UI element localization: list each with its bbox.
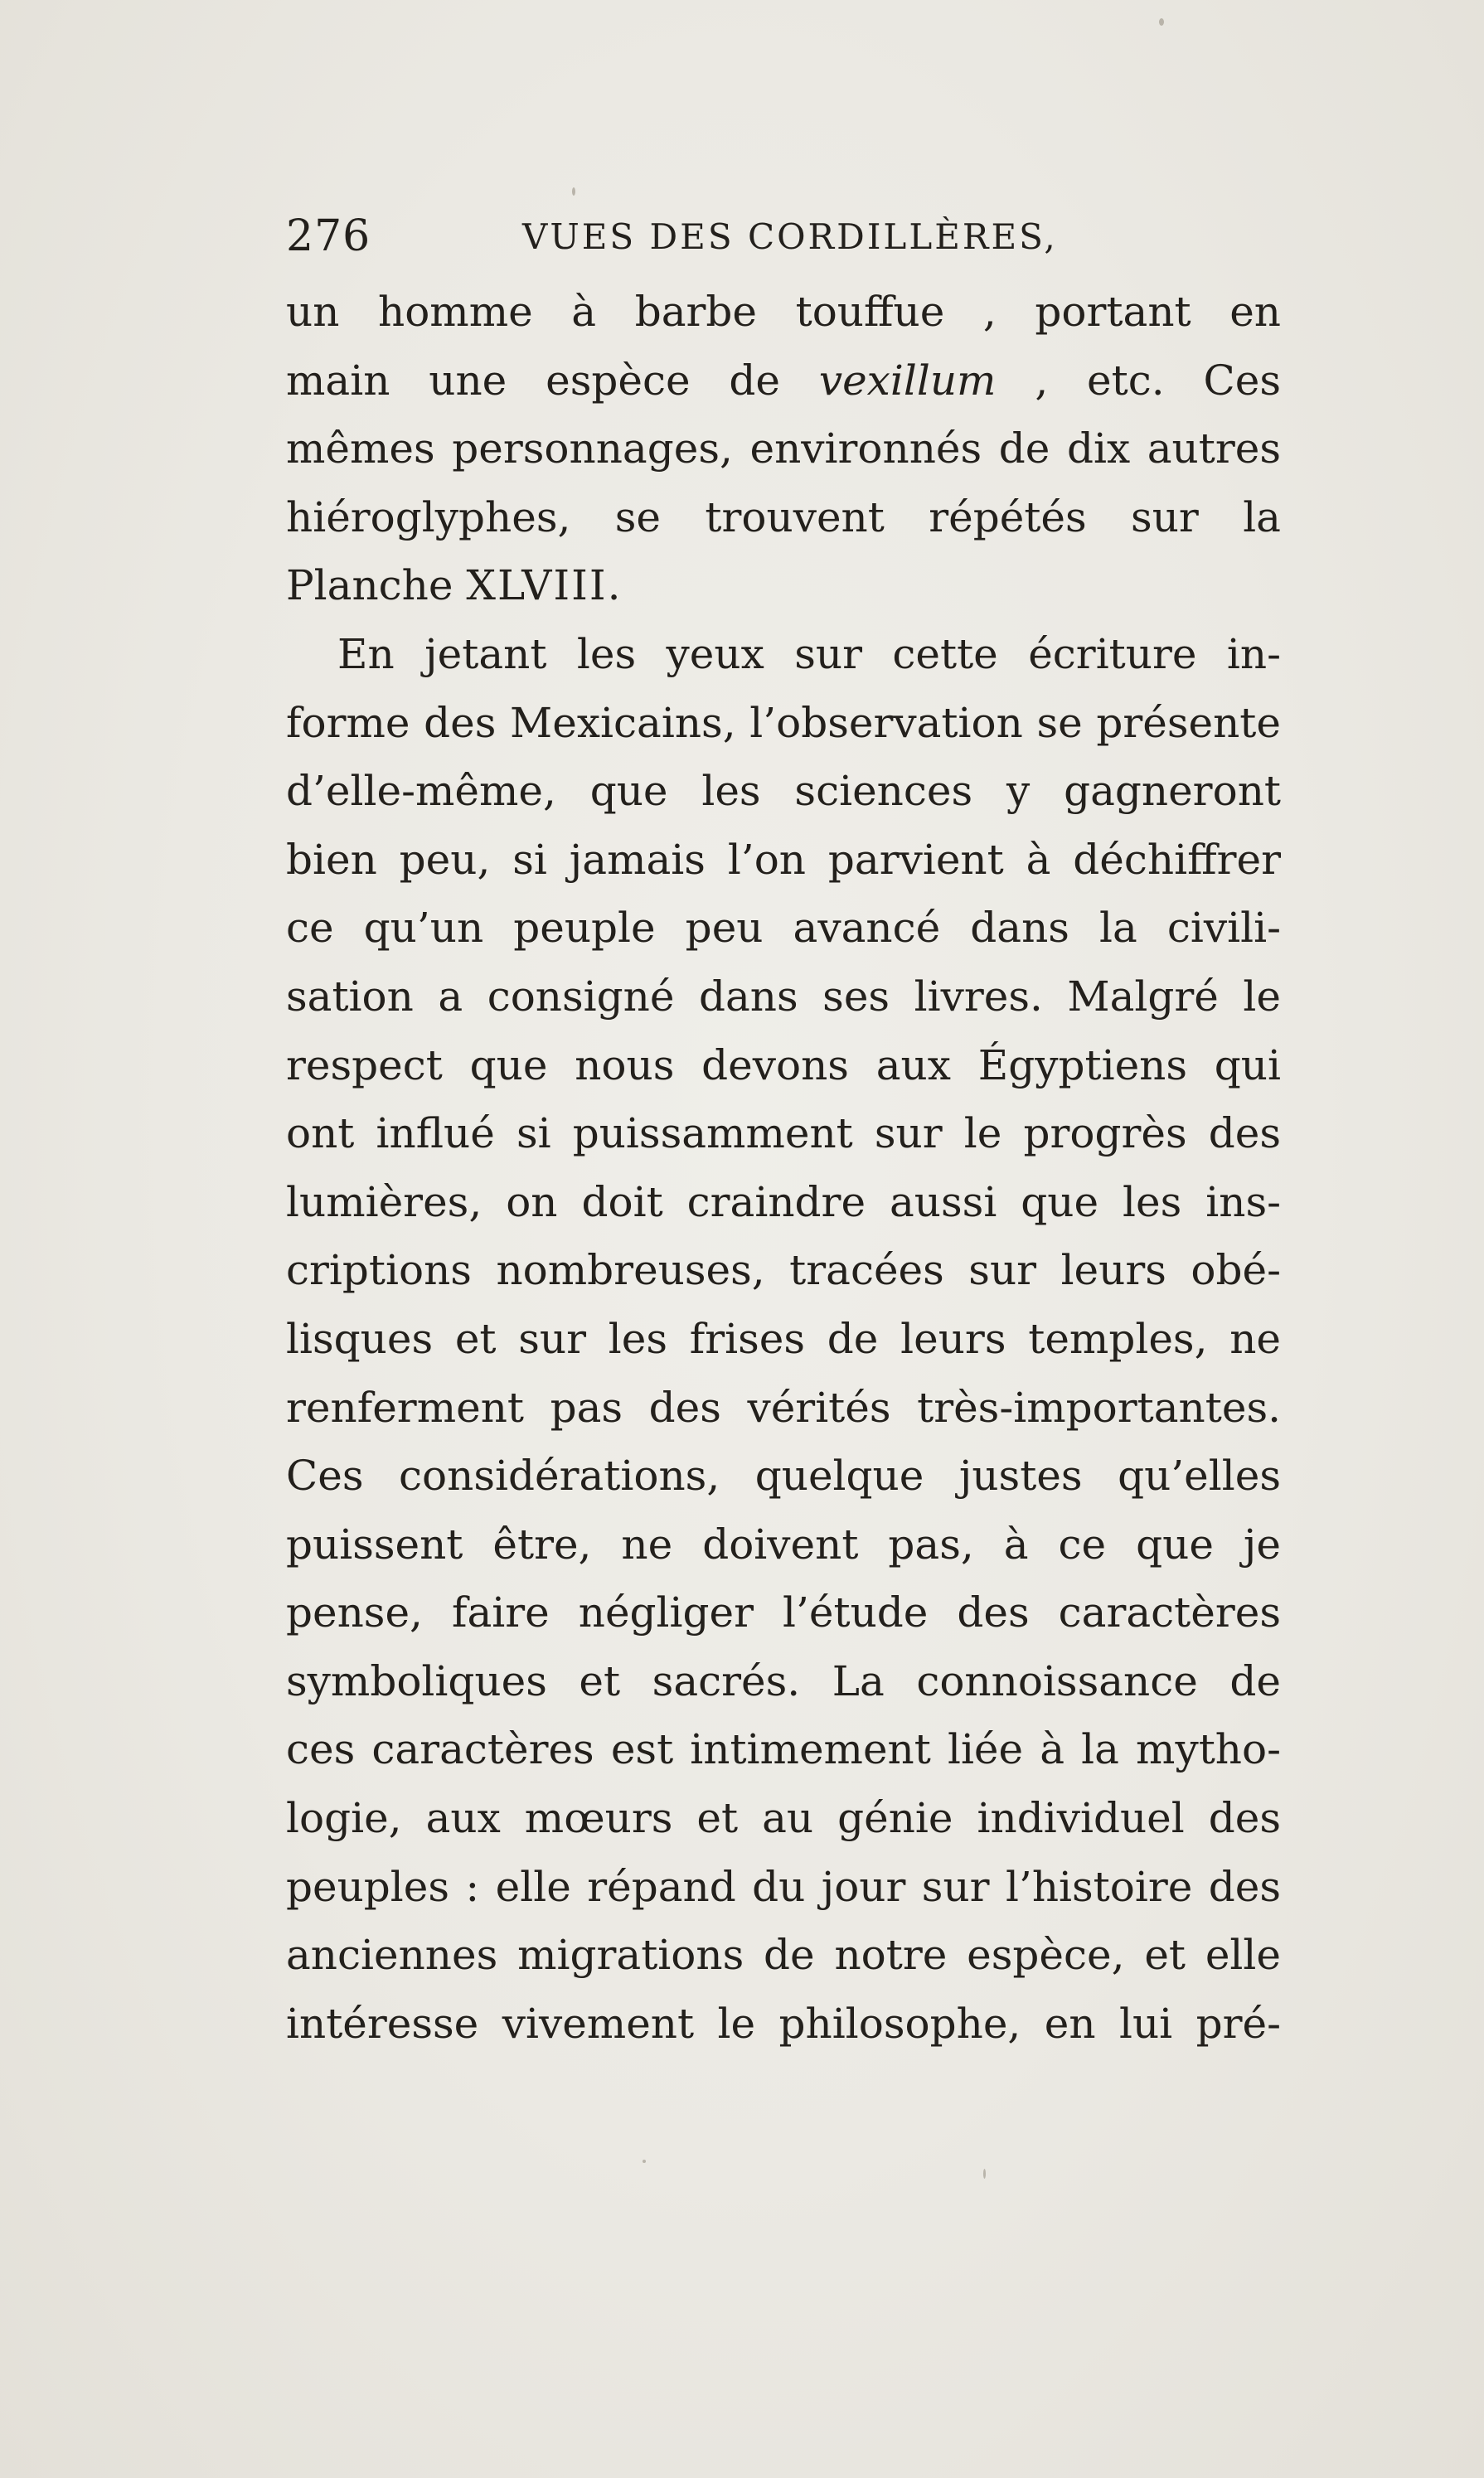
text-line: lisques et sur les frises de leurs temples, ne xyxy=(286,1314,1281,1363)
text-line: sation a consigné dans ses livres. Malgré le xyxy=(286,972,1281,1021)
text-line: peuples : elle répand du jour sur l’histoire des xyxy=(286,1862,1281,1911)
text-line xyxy=(286,551,1281,620)
text-line: Ces considérations, quelque justes qu’elles xyxy=(286,1452,1281,1501)
text-line: anciennes migrations de notre espèce, et elle xyxy=(286,1931,1281,1980)
text-line: forme des Mexicains, l’observation se présente xyxy=(286,698,1281,747)
plate-reference: XLVIII. xyxy=(466,561,623,610)
text-line: symboliques et sacrés. La connoissance de xyxy=(286,1656,1281,1705)
paper-speck xyxy=(572,187,575,196)
text-segment: Planche xyxy=(286,561,467,610)
paper-speck xyxy=(983,2169,986,2179)
italic-term: vexillum xyxy=(818,356,997,405)
running-title: VUES DES CORDILLÈRES, xyxy=(522,216,1058,257)
body-text xyxy=(286,278,1281,2058)
text-line xyxy=(286,347,1281,415)
paper-speck xyxy=(643,2160,646,2163)
text-line: ont influé si puissamment sur le progrès des xyxy=(286,1109,1281,1158)
text-line: En jetant les yeux sur cette écriture in- xyxy=(337,629,1281,678)
text-line: criptions nombreuses, tracées sur leurs obé- xyxy=(286,1246,1281,1295)
text-segment: , etc. Ces xyxy=(996,356,1281,405)
text-line: logie, aux mœurs et au génie individuel des xyxy=(286,1794,1281,1843)
text-line: bien peu, si jamais l’on parvient à déchiffrer xyxy=(286,835,1281,884)
text-segment: main une espèce de xyxy=(286,356,819,405)
text-line: puissent être, ne doivent pas, à ce que je xyxy=(286,1520,1281,1569)
page-number: 276 xyxy=(286,211,371,261)
text-line: hiéroglyphes, se trouvent répétés sur la xyxy=(286,492,1281,541)
text-line: lumières, on doit craindre aussi que les ins- xyxy=(286,1177,1281,1226)
text-line: ce qu’un peuple peu avancé dans la civili- xyxy=(286,904,1281,953)
running-head xyxy=(286,207,1281,265)
paper-speck xyxy=(1159,18,1164,26)
text-line: respect que nous devons aux Égyptiens qui xyxy=(286,1040,1281,1089)
text-line: renferment pas des vérités très-importantes. xyxy=(286,1383,1281,1432)
text-line: un homme à barbe touffue , portant en xyxy=(286,288,1281,336)
text-line: intéresse vivement le philosophe, en lui pré- xyxy=(286,1999,1281,2048)
text-line: d’elle-même, que les sciences y gagneront xyxy=(286,767,1281,816)
text-line: pense, faire négliger l’étude des caractères xyxy=(286,1588,1281,1637)
text-line: mêmes personnages, environnés de dix autres xyxy=(286,424,1281,473)
text-line: ces caractères est intimement liée à la mytho- xyxy=(286,1725,1281,1774)
